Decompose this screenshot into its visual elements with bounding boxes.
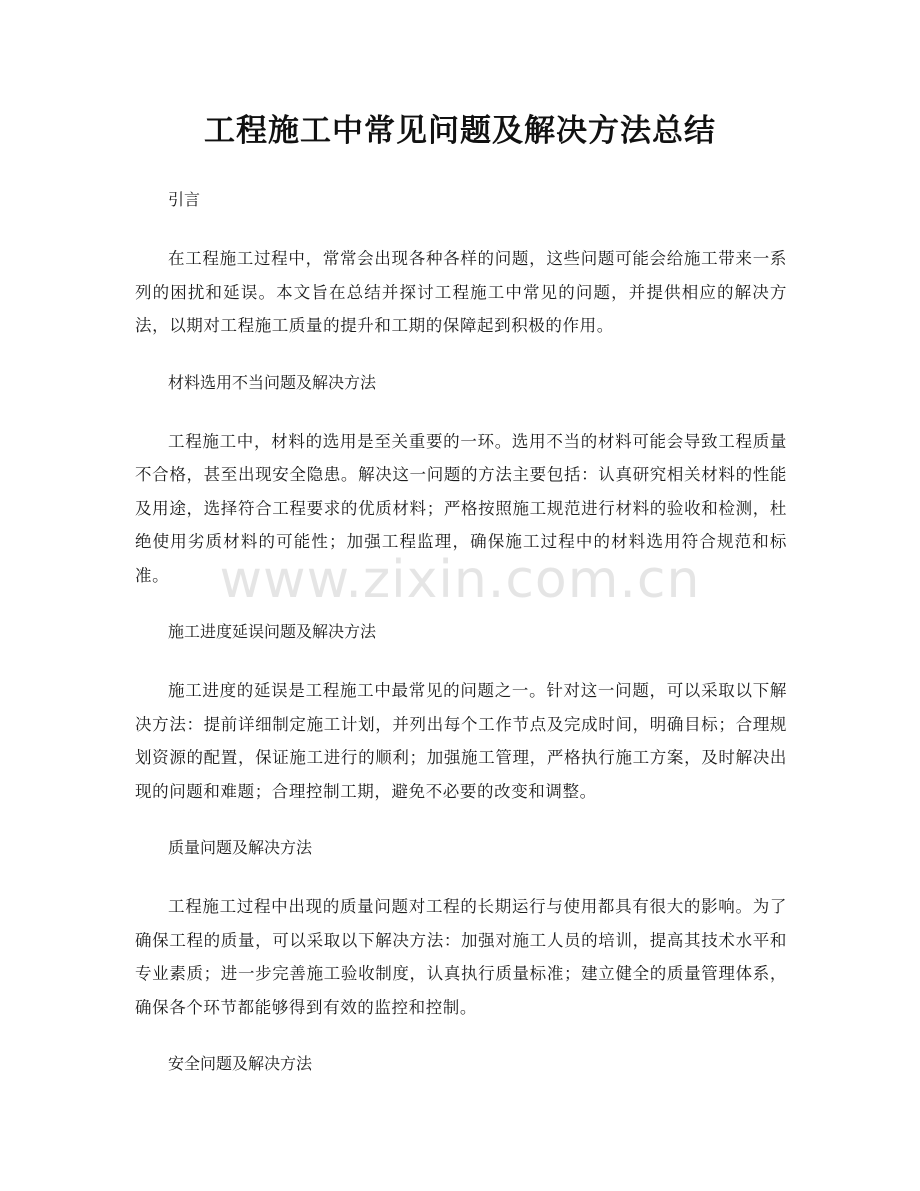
document-body <box>135 183 787 1106</box>
section-paragraph-quality: 工程施工过程中出现的质量问题对工程的长期运行与使用都具有很大的影响。为了确保工程的质量，可以采取以下解决方法：加强对施工人员的培训，提高其技术水平和专业素质；进一步完善施工验收制度，认真执行质量标准；建立健全的质量管理体系，确保各个环节都能够得到有效的监控和控制。 <box>135 897 787 1017</box>
watermark: www.zixin.com.cn <box>219 550 701 610</box>
section-paragraph-materials: 工程施工中，材料的选用是至关重要的一环。选用不当的材料可能会导致工程质量不合格，甚至出现安全隐患。解决这一问题的方法主要包括：认真研究相关材料的性能及用途，选择符合工程要求的优质材料；严格按照施工规范进行材料的验收和检测，杜绝使用劣质材料的可能性；加强工程监理，确保施工过程中的材料选用符合规范和标准。 <box>135 431 787 585</box>
section-paragraph-intro: 在工程施工过程中，常常会出现各种各样的问题，这些问题可能会给施工带来一系列的困扰和延误。本文旨在总结并探讨工程施工中常见的问题，并提供相应的解决方法，以期对工程施工质量的提升和工期的保障起到积极的作用。 <box>135 249 787 335</box>
section-heading-intro: 引言 <box>168 190 201 209</box>
section-heading-materials: 材料选用不当问题及解决方法 <box>168 372 377 392</box>
section-heading-schedule: 施工进度延误问题及解决方法 <box>168 622 377 641</box>
section-heading-quality: 质量问题及解决方法 <box>168 838 313 857</box>
section-heading-safety: 安全问题及解决方法 <box>168 1054 313 1073</box>
document-title: 工程施工中常见问题及解决方法总结 <box>204 113 716 149</box>
section-paragraph-schedule: 施工进度的延误是工程施工中最常见的问题之一。针对这一问题，可以采取以下解决方法：提前详细制定施工计划，并列出每个工作节点及完成时间，明确目标；合理规划资源的配置，保证施工进行的顺利；加强施工管理，严格执行施工方案，及时解决出现的问题和难题；合理控制工期，避免不必要的改变和调整。 <box>135 681 787 801</box>
